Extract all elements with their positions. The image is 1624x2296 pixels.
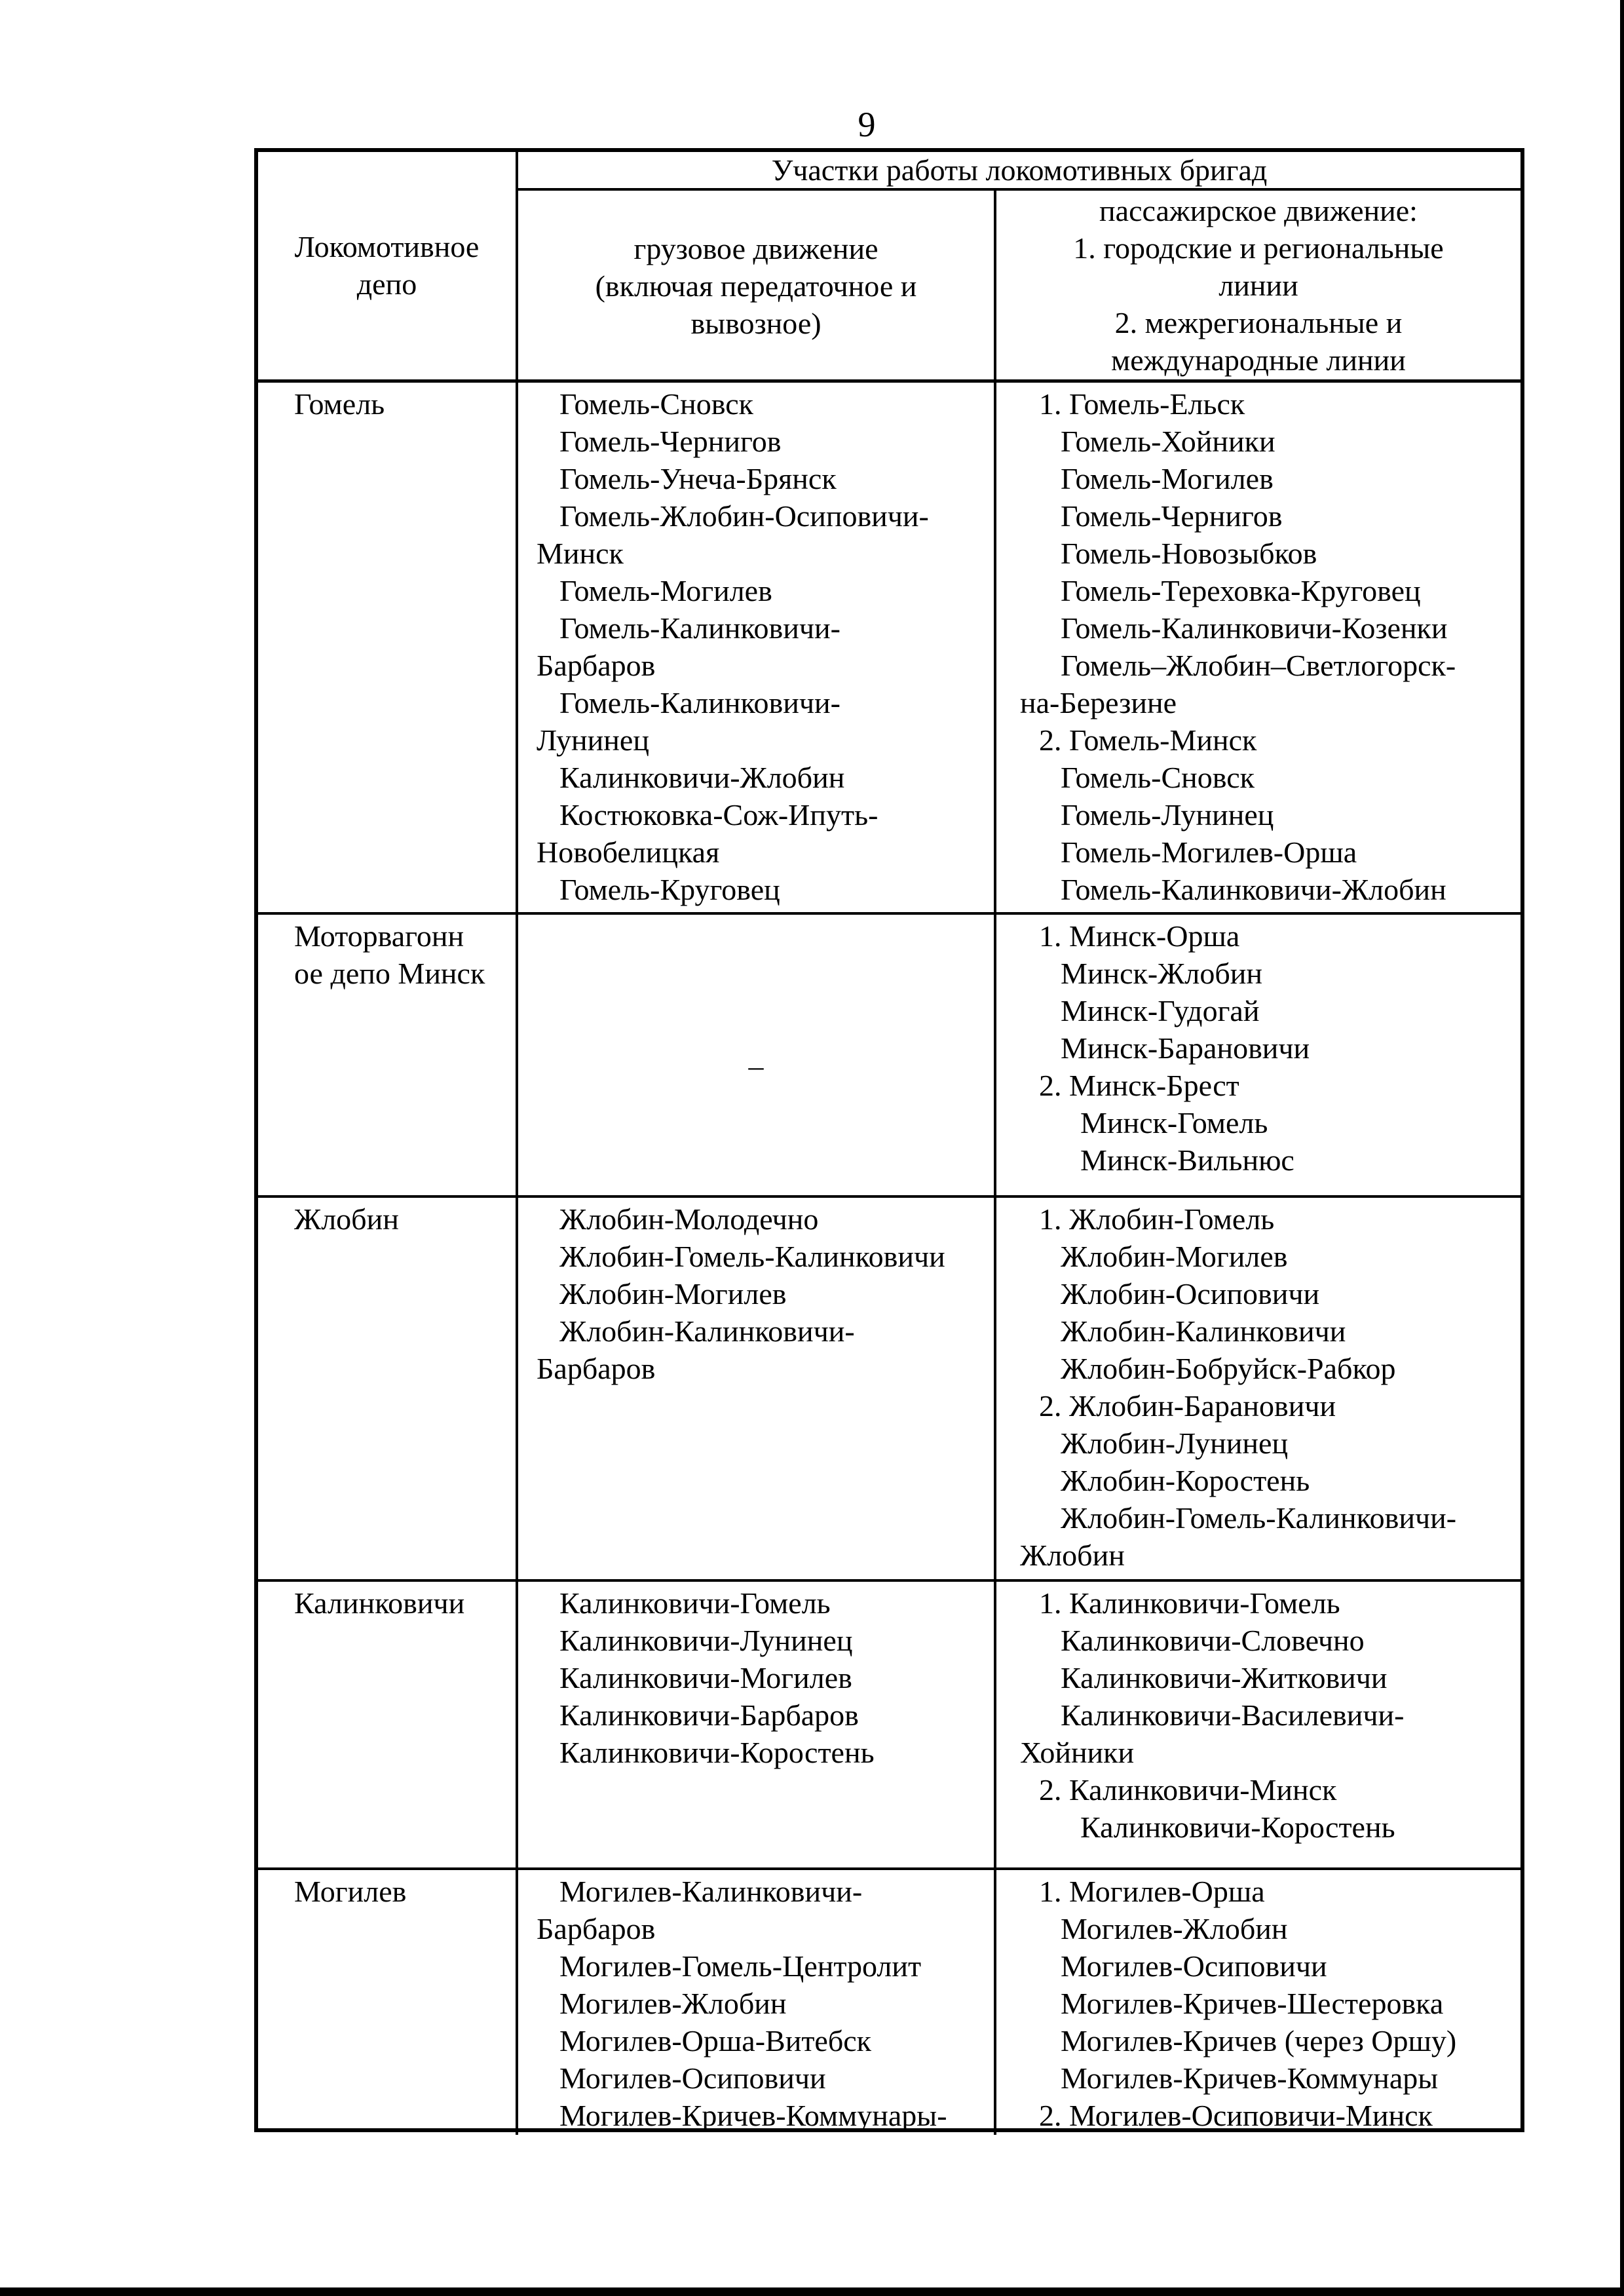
- depot-cell: [258, 915, 518, 1195]
- passenger-route-line: Минск-Жлобин: [1061, 957, 1263, 990]
- passenger-route-line: Гомель-Калинковичи-Козенки: [1061, 611, 1448, 645]
- passenger-route-line: Минск-Гудогай: [1061, 994, 1260, 1027]
- brigade-sections-table: [254, 148, 1524, 2132]
- passenger-route-line: на-Березине: [1020, 686, 1177, 719]
- table-row: [258, 383, 1520, 915]
- freight-routes-cell: [518, 915, 996, 1195]
- freight-route-line: Могилев-Осиповичи: [559, 2061, 826, 2095]
- passenger-route-line: Жлобин-Осиповичи: [1061, 1277, 1320, 1311]
- freight-route-line: Жлобин-Гомель-Калинковичи: [559, 1240, 945, 1273]
- passenger-routes-cell: [996, 383, 1520, 912]
- passenger-route-line: Гомель-Сновск: [1061, 761, 1255, 794]
- freight-route-line: Могилев-Орша-Витебск: [559, 2024, 872, 2057]
- freight-route-line: Костюковка-Сож-Ипуть-: [559, 798, 878, 832]
- passenger-route-line: Жлобин-Гомель-Калинковичи-: [1061, 1501, 1457, 1535]
- freight-route-line: Калинковичи-Могилев: [559, 1661, 852, 1694]
- table-row: [258, 1198, 1520, 1582]
- passenger-route-line: 2. Минск-Брест: [1039, 1069, 1239, 1102]
- header-span-title: Участки работы локомотивных бригад: [518, 152, 1520, 191]
- table-row: [258, 1582, 1520, 1870]
- passenger-route-line: 2. Калинковичи-Минск: [1039, 1773, 1337, 1807]
- freight-route-line: Гомель-Сновск: [559, 387, 753, 421]
- passenger-route-line: Могилев-Кричев-Шестеровка: [1061, 1987, 1444, 2020]
- passenger-route-line: Гомель-Могилев: [1061, 462, 1274, 495]
- depot-name-line: Жлобин: [294, 1202, 399, 1236]
- passenger-route-line: Могилев-Кричев (через Оршу): [1061, 2024, 1457, 2057]
- scan-right-edge-bar: [1620, 0, 1624, 2296]
- freight-route-line: Гомель-Круговец: [559, 873, 780, 906]
- table-header: [258, 152, 1520, 383]
- scan-bottom-edge-bar: [0, 2287, 1624, 2296]
- passenger-route-line: 1. Могилев-Орша: [1039, 1875, 1265, 1908]
- passenger-route-line: Гомель-Могилев-Орша: [1061, 835, 1357, 869]
- header-passenger-line: линии: [1218, 269, 1298, 302]
- passenger-route-line: Гомель-Калинковичи-Жлобин: [1061, 873, 1446, 906]
- passenger-route-line: Минск-Барановичи: [1061, 1031, 1310, 1065]
- passenger-route-line: Жлобин-Могилев: [1061, 1240, 1288, 1273]
- passenger-route-line: Минск-Вильнюс: [1080, 1143, 1294, 1177]
- passenger-route-line: 1. Минск-Орша: [1039, 919, 1240, 953]
- passenger-route-line: Могилев-Осиповичи: [1061, 1949, 1327, 1983]
- passenger-route-line: Гомель-Чернигов: [1061, 499, 1283, 533]
- passenger-route-line: 2. Могилев-Осиповичи-Минск: [1039, 2099, 1433, 2132]
- depot-name-line: Могилев: [294, 1875, 407, 1908]
- header-depot-line: депо: [356, 267, 417, 301]
- freight-route-line: Гомель-Чернигов: [559, 425, 782, 458]
- depot-cell: [258, 1582, 518, 1867]
- freight-route-line: Калинковичи-Жлобин: [559, 761, 845, 794]
- header-freight-line: грузовое движение: [633, 232, 878, 265]
- table-body: [258, 383, 1520, 2135]
- passenger-routes-cell: [996, 1582, 1520, 1867]
- freight-routes-cell: [518, 1870, 996, 2135]
- freight-route-line: Барбаров: [537, 1912, 656, 1945]
- header-freight-line: (включая передаточное и: [595, 269, 917, 303]
- passenger-route-line: Жлобин-Калинковичи: [1061, 1314, 1346, 1348]
- passenger-route-line: 1. Гомель-Ельск: [1039, 387, 1245, 421]
- depot-name-line: Моторвагонн: [294, 919, 464, 953]
- freight-route-line: Барбаров: [537, 1352, 656, 1385]
- freight-route-line: Гомель-Калинковичи-: [559, 611, 840, 645]
- passenger-route-line: Гомель-Новозыбков: [1061, 537, 1317, 570]
- header-depot-line: Локомотивное: [294, 230, 480, 263]
- freight-route-line: Лунинец: [537, 723, 649, 757]
- freight-route-line: Новобелицкая: [537, 835, 720, 869]
- header-passenger-line: 2. межрегиональные и: [1114, 306, 1403, 339]
- passenger-route-line: Гомель-Тереховка-Круговец: [1061, 574, 1421, 607]
- passenger-route-line: Калинковичи-Словечно: [1061, 1624, 1365, 1657]
- header-passenger-line: международные линии: [1111, 343, 1406, 377]
- freight-routes-cell: [518, 1582, 996, 1867]
- passenger-route-line: Калинковичи-Коростень: [1080, 1810, 1395, 1844]
- header-passenger-column: [996, 191, 1520, 379]
- passenger-routes-cell: [996, 915, 1520, 1195]
- freight-route-line: Могилев-Кричев-Коммунары-: [559, 2099, 947, 2132]
- freight-route-line: Минск: [537, 537, 624, 570]
- depot-name-line: ое депо Минск: [294, 957, 485, 990]
- freight-route-line: Гомель-Могилев: [559, 574, 772, 607]
- passenger-route-line: Минск-Гомель: [1080, 1106, 1268, 1139]
- freight-route-line: Калинковичи-Гомель: [559, 1586, 831, 1620]
- header-subrow: [518, 191, 1520, 379]
- header-passenger-line: пассажирское движение:: [1099, 194, 1418, 227]
- freight-route-line: Калинковичи-Барбаров: [559, 1698, 859, 1732]
- passenger-route-line: 2. Гомель-Минск: [1039, 723, 1257, 757]
- passenger-route-line: Могилев-Кричев-Коммунары: [1061, 2061, 1439, 2095]
- table-row: [258, 1870, 1520, 2135]
- passenger-route-line: 1. Калинковичи-Гомель: [1039, 1586, 1340, 1620]
- passenger-route-line: Гомель-Лунинец: [1061, 798, 1274, 832]
- freight-route-line: Могилев-Калинковичи-: [559, 1875, 863, 1908]
- freight-route-line: Гомель-Жлобин-Осиповичи-: [559, 499, 929, 533]
- freight-routes-cell: [518, 383, 996, 912]
- depot-cell: [258, 383, 518, 912]
- freight-route-line: Жлобин-Могилев: [559, 1277, 787, 1311]
- depot-cell: [258, 1870, 518, 2135]
- header-depot-column: [258, 152, 518, 379]
- header-passenger-line: 1. городские и региональные: [1073, 231, 1444, 265]
- freight-route-line: Барбаров: [537, 649, 656, 682]
- depot-name-line: Калинковичи: [294, 1586, 465, 1620]
- passenger-route-line: Хойники: [1020, 1736, 1135, 1769]
- header-right-part: [518, 152, 1520, 379]
- passenger-routes-cell: [996, 1198, 1520, 1579]
- freight-route-line: Жлобин-Молодечно: [559, 1202, 819, 1236]
- depot-cell: [258, 1198, 518, 1579]
- freight-route-line: Калинковичи-Лунинец: [559, 1624, 853, 1657]
- passenger-route-line: Могилев-Жлобин: [1061, 1912, 1288, 1945]
- passenger-route-line: Калинковичи-Житковичи: [1061, 1661, 1388, 1694]
- freight-route-line: Жлобин-Калинковичи-: [559, 1314, 855, 1348]
- depot-name-line: Гомель: [294, 387, 385, 421]
- freight-route-line: Гомель-Калинковичи-: [559, 686, 840, 719]
- passenger-route-line: Гомель–Жлобин–Светлогорск-: [1061, 649, 1456, 682]
- header-freight-column: [518, 191, 996, 379]
- header-freight-line: вывозное): [690, 307, 821, 340]
- passenger-route-line: Жлобин: [1020, 1539, 1125, 1572]
- empty-dash: –: [748, 1049, 764, 1082]
- freight-routes-cell: [518, 1198, 996, 1579]
- passenger-route-line: Гомель-Хойники: [1061, 425, 1275, 458]
- table-row: [258, 915, 1520, 1198]
- passenger-route-line: Калинковичи-Василевичи-: [1061, 1698, 1405, 1732]
- freight-route-line: Могилев-Гомель-Центролит: [559, 1949, 922, 1983]
- freight-route-line: Гомель-Унеча-Брянск: [559, 462, 837, 495]
- passenger-route-line: Жлобин-Бобруйск-Рабкор: [1061, 1352, 1396, 1385]
- passenger-route-line: 2. Жлобин-Барановичи: [1039, 1389, 1336, 1423]
- freight-route-line: Могилев-Жлобин: [559, 1987, 787, 2020]
- passenger-route-line: Жлобин-Лунинец: [1061, 1426, 1289, 1460]
- passenger-routes-cell: [996, 1870, 1520, 2135]
- freight-route-line: Калинковичи-Коростень: [559, 1736, 875, 1769]
- passenger-route-line: 1. Жлобин-Гомель: [1039, 1202, 1275, 1236]
- passenger-route-line: Жлобин-Коростень: [1061, 1464, 1310, 1497]
- page-number: 9: [858, 105, 876, 144]
